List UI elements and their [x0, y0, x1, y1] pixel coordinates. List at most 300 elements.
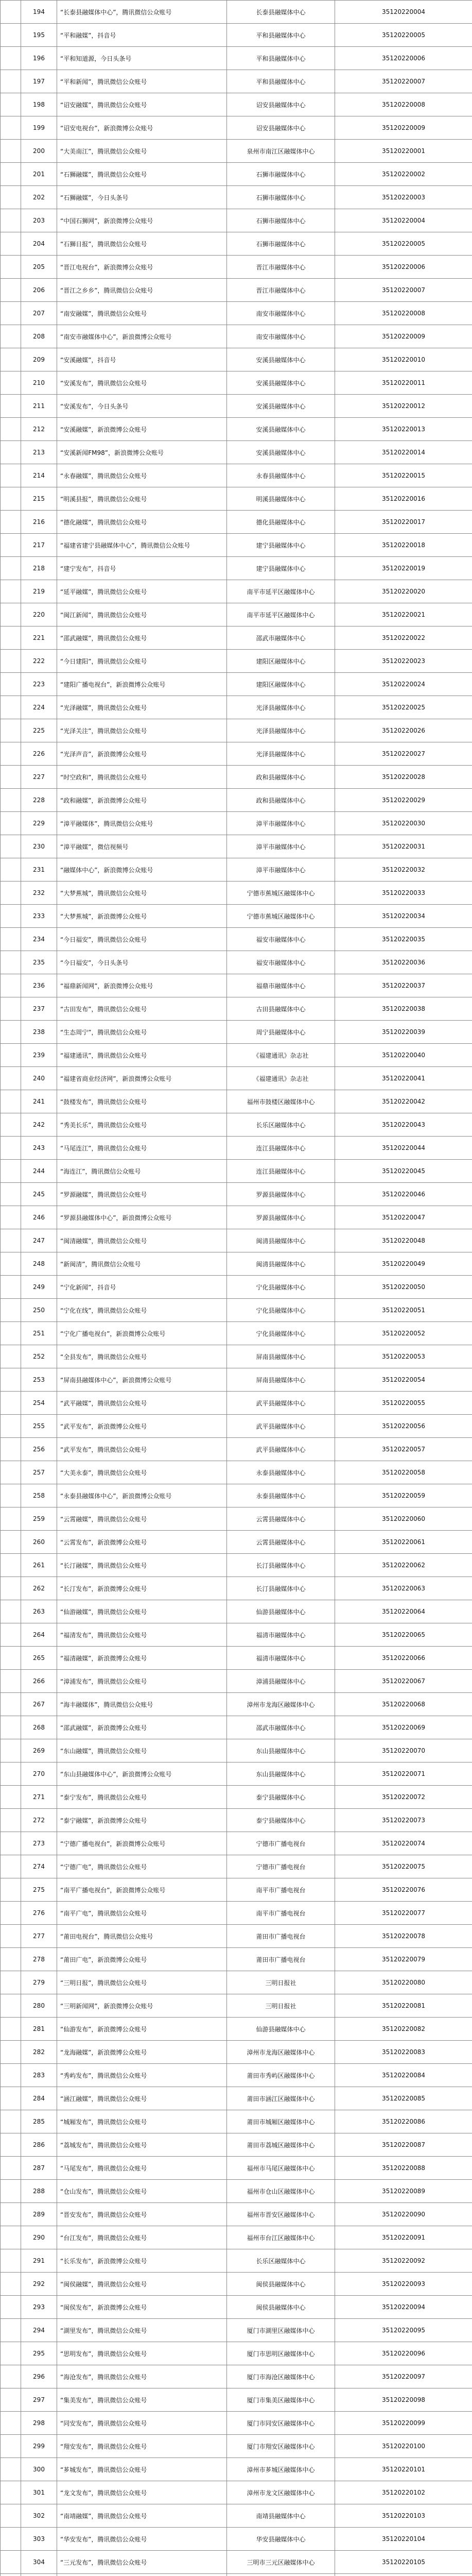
organization-name-cell: 仙游县融媒体中心: [227, 2018, 335, 2041]
registration-code-cell: 35120220105: [335, 2551, 472, 2574]
registration-code-cell: 35120220063: [335, 1577, 472, 1600]
registration-code-cell: 35120220096: [335, 2342, 472, 2365]
account-name-cell: “荔城发布”，腾讯微信公众账号: [57, 2133, 227, 2157]
organization-name-cell: 邵武市融媒体中心: [227, 1716, 335, 1739]
registration-code-cell: 35120220091: [335, 2226, 472, 2249]
organization-name-cell: 石狮市融媒体中心: [227, 163, 335, 186]
serial-number-cell: 216: [21, 511, 57, 534]
registration-code-cell: 35120220006: [335, 256, 472, 279]
organization-name-cell: 宁德市广播电视台: [227, 1832, 335, 1855]
organization-name-cell: 长汀县融媒体中心: [227, 1577, 335, 1600]
registration-code-cell: [335, 2574, 472, 2576]
row-margin-cell: [1, 1994, 21, 2018]
table-row: [1, 1531, 472, 1554]
row-margin-cell: [1, 2157, 21, 2180]
organization-name-cell: 屏南县融媒体中心: [227, 1368, 335, 1392]
registration-code-cell: 35120220050: [335, 1276, 472, 1299]
account-name-cell: “三元发布”，腾讯微信公众账号: [57, 2551, 227, 2574]
organization-name-cell: 南安市融媒体中心: [227, 302, 335, 325]
account-name-cell: “安溪融媒”，新浪微博公众账号: [57, 418, 227, 441]
row-margin-cell: [1, 441, 21, 464]
account-name-cell: “闽侯融媒”，腾讯微信公众账号: [57, 2273, 227, 2296]
registration-code-cell: 35120220052: [335, 1322, 472, 1345]
serial-number-cell: 223: [21, 673, 57, 696]
serial-number-cell: 286: [21, 2133, 57, 2157]
table-row: [1, 812, 472, 835]
row-margin-cell: [1, 511, 21, 534]
serial-number-cell: 260: [21, 1531, 57, 1554]
serial-number-cell: 247: [21, 1229, 57, 1252]
serial-number-cell: 207: [21, 302, 57, 325]
table-row: [1, 1438, 472, 1461]
organization-name-cell: 厦门市翔安区融媒体中心: [227, 2435, 335, 2458]
account-name-cell: “安溪发布”，今日头条号: [57, 395, 227, 418]
serial-number-cell: 301: [21, 2481, 57, 2504]
serial-number-cell: 288: [21, 2180, 57, 2203]
table-row: [1, 1206, 472, 1229]
organization-name-cell: 安溪县融媒体中心: [227, 418, 335, 441]
serial-number-cell: 298: [21, 2412, 57, 2435]
registration-code-cell: 35120220037: [335, 974, 472, 997]
serial-number-cell: 273: [21, 1832, 57, 1855]
organization-name-cell: 罗源县融媒体中心: [227, 1183, 335, 1206]
table-row: [1, 209, 472, 232]
table-row: [1, 1809, 472, 1832]
account-name-cell: “屏南县融媒体中心”，新浪微博公众账号: [57, 1368, 227, 1392]
organization-name-cell: 厦门市同安区融媒体中心: [227, 2412, 335, 2435]
organization-name-cell: 厦门市集美区融媒体中心: [227, 2388, 335, 2412]
serial-number-cell: 300: [21, 2458, 57, 2481]
row-margin-cell: [1, 70, 21, 93]
row-margin-cell: [1, 603, 21, 626]
registration-code-cell: 35120220036: [335, 951, 472, 974]
table-row: [1, 93, 472, 116]
registration-code-cell: 35120220033: [335, 882, 472, 905]
registration-code-cell: 35120220040: [335, 1044, 472, 1067]
account-name-cell: “宁德广电”，腾讯微信公众账号: [57, 1855, 227, 1878]
account-name-cell: “东山县融媒体中心”，新浪微博公众账号: [57, 1762, 227, 1786]
registration-code-cell: 35120220102: [335, 2481, 472, 2504]
organization-name-cell: 东山县融媒体中心: [227, 1762, 335, 1786]
table-row: [1, 511, 472, 534]
account-name-cell: “福建通讯”，腾讯微信公众账号: [57, 1044, 227, 1067]
organization-name-cell: 光泽县融媒体中心: [227, 742, 335, 766]
registration-code-cell: 35120220039: [335, 1021, 472, 1044]
table-row: [1, 1484, 472, 1507]
table-row: [1, 1368, 472, 1392]
serial-number-cell: 265: [21, 1647, 57, 1670]
serial-number-cell: 210: [21, 371, 57, 395]
account-name-cell: “龙海融媒”，新浪微博公众账号: [57, 2041, 227, 2064]
row-margin-cell: [1, 1090, 21, 1113]
registration-code-cell: 35120220044: [335, 1137, 472, 1160]
account-name-cell: “古田发布”，腾讯微信公众账号: [57, 997, 227, 1021]
organization-name-cell: 石狮市融媒体中心: [227, 186, 335, 209]
registration-code-cell: 35120220065: [335, 1623, 472, 1647]
row-margin-cell: [1, 1392, 21, 1415]
account-name-cell: “长汀发布”，新浪微博公众账号: [57, 1577, 227, 1600]
account-name-cell: “平和融媒”，抖音号: [57, 24, 227, 47]
row-margin-cell: [1, 1276, 21, 1299]
table-row: [1, 1948, 472, 1971]
serial-number-cell: 283: [21, 2064, 57, 2087]
organization-name-cell: 政和县融媒体中心: [227, 789, 335, 812]
serial-number-cell: 254: [21, 1392, 57, 1415]
organization-name-cell: 福州市台江区融媒体中心: [227, 2226, 335, 2249]
serial-number-cell: 275: [21, 1878, 57, 1902]
row-margin-cell: [1, 1183, 21, 1206]
row-margin-cell: [1, 1670, 21, 1693]
serial-number-cell: 279: [21, 1971, 57, 1994]
account-name-cell: “仙游融媒”，腾讯微信公众账号: [57, 1600, 227, 1623]
registration-code-cell: 35120220015: [335, 464, 472, 487]
organization-name-cell: 德化县融媒体中心: [227, 511, 335, 534]
registration-code-cell: 35120220007: [335, 279, 472, 302]
organization-name-cell: 云霄县融媒体中心: [227, 1507, 335, 1531]
account-name-cell: “湖里发布”，腾讯微信公众账号: [57, 2319, 227, 2342]
registration-code-cell: 35120220018: [335, 534, 472, 557]
serial-number-cell: 196: [21, 47, 57, 70]
account-name-cell: “安溪融媒”，抖音号: [57, 348, 227, 371]
registry-table-body: [1, 1, 472, 2576]
account-name-cell: “福建省建宁县融媒体中心”，腾讯微信公众账号: [57, 534, 227, 557]
table-row: [1, 2296, 472, 2319]
account-name-cell: “秀屿发布”，腾讯微信公众账号: [57, 2064, 227, 2087]
registration-code-cell: 35120220078: [335, 1925, 472, 1948]
serial-number-cell: 292: [21, 2273, 57, 2296]
serial-number-cell: 257: [21, 1461, 57, 1484]
table-row: [1, 1183, 472, 1206]
organization-name-cell: 连江县融媒体中心: [227, 1137, 335, 1160]
row-margin-cell: [1, 1971, 21, 1994]
account-name-cell: [57, 2574, 227, 2576]
registration-code-cell: 35120220001: [335, 140, 472, 163]
account-name-cell: “泰宁融媒”，新浪微博公众账号: [57, 1809, 227, 1832]
registration-code-cell: 35120220042: [335, 1090, 472, 1113]
organization-name-cell: 闽侯县融媒体中心: [227, 2296, 335, 2319]
registration-code-cell: 35120220088: [335, 2157, 472, 2180]
registration-code-cell: 35120220077: [335, 1902, 472, 1925]
organization-name-cell: 福州市仓山区融媒体中心: [227, 2180, 335, 2203]
account-name-cell: “光泽声音”，新浪微博公众账号: [57, 742, 227, 766]
registration-code-cell: 35120220004: [335, 209, 472, 232]
account-name-cell: “海丰融媒体”，腾讯微信公众账号: [57, 1693, 227, 1716]
account-name-cell: “仓山发布”，腾讯微信公众账号: [57, 2180, 227, 2203]
table-row: [1, 580, 472, 603]
account-name-cell: “今日福安”，今日头条号: [57, 951, 227, 974]
registration-code-cell: 35120220005: [335, 24, 472, 47]
registration-code-cell: 35120220013: [335, 418, 472, 441]
registration-code-cell: 35120220103: [335, 2504, 472, 2528]
registration-code-cell: 35120220060: [335, 1507, 472, 1531]
organization-name-cell: 建宁县融媒体中心: [227, 557, 335, 580]
row-margin-cell: [1, 1647, 21, 1670]
account-name-cell: “漳平融媒”，微信视频号: [57, 835, 227, 858]
row-margin-cell: [1, 1855, 21, 1878]
registration-code-cell: 35120220083: [335, 2041, 472, 2064]
registration-code-cell: 35120220080: [335, 1971, 472, 1994]
account-name-cell: “石狮日报”，腾讯微信公众账号: [57, 232, 227, 256]
row-margin-cell: [1, 2528, 21, 2551]
serial-number-cell: 194: [21, 1, 57, 24]
serial-number-cell: 201: [21, 163, 57, 186]
row-margin-cell: [1, 974, 21, 997]
account-name-cell: “三明日报”，腾讯微信公众账号: [57, 1971, 227, 1994]
row-margin-cell: [1, 534, 21, 557]
row-margin-cell: [1, 1832, 21, 1855]
row-margin-cell: [1, 719, 21, 742]
organization-name-cell: 石狮市融媒体中心: [227, 209, 335, 232]
table-row: [1, 1693, 472, 1716]
row-margin-cell: [1, 371, 21, 395]
table-row: [1, 1113, 472, 1137]
serial-number-cell: 294: [21, 2319, 57, 2342]
organization-name-cell: 永泰县融媒体中心: [227, 1461, 335, 1484]
registration-code-cell: 35120220085: [335, 2087, 472, 2110]
organization-name-cell: 建阳区融媒体中心: [227, 650, 335, 673]
table-row: [1, 1716, 472, 1739]
registration-code-cell: 35120220032: [335, 858, 472, 882]
serial-number-cell: 289: [21, 2203, 57, 2226]
row-margin-cell: [1, 1809, 21, 1832]
table-row: [1, 232, 472, 256]
organization-name-cell: 光泽县融媒体中心: [227, 719, 335, 742]
serial-number-cell: 231: [21, 858, 57, 882]
account-name-cell: “华安发布”，腾讯微信公众账号: [57, 2528, 227, 2551]
table-row: [1, 2458, 472, 2481]
serial-number-cell: 230: [21, 835, 57, 858]
row-margin-cell: [1, 742, 21, 766]
organization-name-cell: 南靖县融媒体中心: [227, 2504, 335, 2528]
row-margin-cell: [1, 1577, 21, 1600]
table-row: [1, 24, 472, 47]
registration-code-cell: 35120220002: [335, 163, 472, 186]
account-name-cell: “集美发布”，腾讯微信公众账号: [57, 2388, 227, 2412]
table-row: [1, 719, 472, 742]
organization-name-cell: 漳州市龙海区融媒体中心: [227, 1693, 335, 1716]
row-margin-cell: [1, 209, 21, 232]
account-name-cell: “福清融媒”，新浪微博公众账号: [57, 1647, 227, 1670]
registration-code-cell: 35120220048: [335, 1229, 472, 1252]
table-row: [1, 789, 472, 812]
account-name-cell: “武平融媒”，腾讯微信公众账号: [57, 1392, 227, 1415]
organization-name-cell: 福清市融媒体中心: [227, 1647, 335, 1670]
account-name-cell: “武平发布”，腾讯微信公众账号: [57, 1438, 227, 1461]
serial-number-cell: 267: [21, 1693, 57, 1716]
row-margin-cell: [1, 2041, 21, 2064]
organization-name-cell: 莆田市涵江区融媒体中心: [227, 2087, 335, 2110]
registration-code-cell: 35120220047: [335, 1206, 472, 1229]
registration-code-cell: 35120220005: [335, 232, 472, 256]
account-name-cell: “三明新闻网”，新浪微博公众账号: [57, 1994, 227, 2018]
account-name-cell: “福建省商业经济网”，新浪微博公众账号: [57, 1067, 227, 1090]
table-row: [1, 858, 472, 882]
row-margin-cell: [1, 163, 21, 186]
account-name-cell: “漳平融媒体”，腾讯微信公众账号: [57, 812, 227, 835]
registration-code-cell: 35120220090: [335, 2203, 472, 2226]
table-row: [1, 974, 472, 997]
account-name-cell: “罗源融媒”，腾讯微信公众账号: [57, 1183, 227, 1206]
table-row: [1, 1762, 472, 1786]
row-margin-cell: [1, 626, 21, 650]
table-row: [1, 1, 472, 24]
organization-name-cell: 平和县融媒体中心: [227, 70, 335, 93]
serial-number-cell: 252: [21, 1345, 57, 1368]
account-name-cell: “涵江融媒”，腾讯微信公众账号: [57, 2087, 227, 2110]
account-name-cell: “海沧发布”，腾讯微信公众账号: [57, 2365, 227, 2388]
row-margin-cell: [1, 1415, 21, 1438]
account-name-cell: “今日建阳”，腾讯微信公众账号: [57, 650, 227, 673]
serial-number-cell: 304: [21, 2551, 57, 2574]
organization-name-cell: 泉州市南江区融媒体中心: [227, 140, 335, 163]
organization-name-cell: 厦门市思明区融媒体中心: [227, 2342, 335, 2365]
account-name-cell: “东山融媒”，腾讯微信公众账号: [57, 1739, 227, 1762]
account-name-cell: “德化融媒”，腾讯微信公众账号: [57, 511, 227, 534]
row-margin-cell: [1, 951, 21, 974]
registration-code-cell: 35120220079: [335, 1948, 472, 1971]
account-name-cell: “南安市融媒体中心”，新浪微博公众账号: [57, 325, 227, 348]
serial-number-cell: 198: [21, 93, 57, 116]
registration-code-cell: 35120220008: [335, 93, 472, 116]
account-name-cell: “云霄融媒”，腾讯微信公众账号: [57, 1507, 227, 1531]
account-name-cell: “建宁发布”，抖音号: [57, 557, 227, 580]
table-row: [1, 2574, 472, 2576]
account-name-cell: “武平发布”，新浪微博公众账号: [57, 1415, 227, 1438]
table-row: [1, 2064, 472, 2087]
table-row: [1, 997, 472, 1021]
organization-name-cell: 福清市融媒体中心: [227, 1623, 335, 1647]
row-margin-cell: [1, 2388, 21, 2412]
table-row: [1, 835, 472, 858]
registration-code-cell: 35120220093: [335, 2273, 472, 2296]
registration-code-cell: 35120220051: [335, 1299, 472, 1322]
serial-number-cell: 262: [21, 1577, 57, 1600]
row-margin-cell: [1, 835, 21, 858]
registration-code-cell: 35120220020: [335, 580, 472, 603]
registration-code-cell: 35120220031: [335, 835, 472, 858]
registration-code-cell: 35120220071: [335, 1762, 472, 1786]
table-row: [1, 603, 472, 626]
row-margin-cell: [1, 2110, 21, 2133]
registration-code-cell: 35120220057: [335, 1438, 472, 1461]
row-margin-cell: [1, 1484, 21, 1507]
organization-name-cell: 福州市晋安区融媒体中心: [227, 2203, 335, 2226]
table-row: [1, 2018, 472, 2041]
serial-number-cell: 236: [21, 974, 57, 997]
registration-code-cell: 35120220035: [335, 928, 472, 951]
account-name-cell: “宁德广播电视台”，新浪微博公众账号: [57, 1832, 227, 1855]
table-row: [1, 116, 472, 140]
organization-name-cell: 南平市延平区融媒体中心: [227, 580, 335, 603]
registration-code-cell: 35120220034: [335, 905, 472, 928]
table-row: [1, 1647, 472, 1670]
registration-code-cell: 35120220081: [335, 1994, 472, 2018]
serial-number-cell: 263: [21, 1600, 57, 1623]
organization-name-cell: 诏安县融媒体中心: [227, 93, 335, 116]
row-margin-cell: [1, 1322, 21, 1345]
organization-name-cell: 《福建通讯》杂志社: [227, 1067, 335, 1090]
serial-number-cell: 241: [21, 1090, 57, 1113]
row-margin-cell: [1, 1554, 21, 1577]
registration-code-cell: 35120220055: [335, 1392, 472, 1415]
registration-code-cell: 35120220003: [335, 186, 472, 209]
account-name-cell: “南平广电”，腾讯微信公众账号: [57, 1902, 227, 1925]
organization-name-cell: 连江县融媒体中心: [227, 1160, 335, 1183]
serial-number-cell: 299: [21, 2435, 57, 2458]
serial-number-cell: 270: [21, 1762, 57, 1786]
account-name-cell: “翔安发布”，腾讯微信公众账号: [57, 2435, 227, 2458]
registration-code-cell: 35120220009: [335, 116, 472, 140]
row-margin-cell: [1, 1948, 21, 1971]
table-row: [1, 1507, 472, 1531]
registration-code-cell: 35120220095: [335, 2319, 472, 2342]
account-name-cell: “诏安电视台”，新浪微博公众账号: [57, 116, 227, 140]
organization-name-cell: 政和县融媒体中心: [227, 766, 335, 789]
organization-name-cell: 明溪县融媒体中心: [227, 487, 335, 511]
registration-code-cell: 35120220049: [335, 1252, 472, 1276]
table-row: [1, 163, 472, 186]
table-row: [1, 1832, 472, 1855]
account-name-cell: “闽清融媒”，腾讯微信公众账号: [57, 1229, 227, 1252]
organization-name-cell: 安溪县融媒体中心: [227, 348, 335, 371]
account-name-cell: “宁化在线”，腾讯微信公众账号: [57, 1299, 227, 1322]
organization-name-cell: 漳平市融媒体中心: [227, 812, 335, 835]
organization-name-cell: 福安市融媒体中心: [227, 951, 335, 974]
table-row: [1, 1554, 472, 1577]
serial-number-cell: 224: [21, 696, 57, 719]
organization-name-cell: 邵武市融媒体中心: [227, 626, 335, 650]
table-row: [1, 371, 472, 395]
serial-number-cell: 297: [21, 2388, 57, 2412]
registration-code-cell: 35120220021: [335, 603, 472, 626]
serial-number-cell: 199: [21, 116, 57, 140]
account-name-cell: “云霄发布”，新浪微博公众账号: [57, 1531, 227, 1554]
serial-number-cell: 269: [21, 1739, 57, 1762]
row-margin-cell: [1, 580, 21, 603]
serial-number-cell: 226: [21, 742, 57, 766]
serial-number-cell: 238: [21, 1021, 57, 1044]
serial-number-cell: 222: [21, 650, 57, 673]
serial-number-cell: 272: [21, 1809, 57, 1832]
account-name-cell: “海连江”，腾讯微信公众账号: [57, 1160, 227, 1183]
organization-name-cell: 泰宁县融媒体中心: [227, 1786, 335, 1809]
row-margin-cell: [1, 2365, 21, 2388]
row-margin-cell: [1, 1044, 21, 1067]
registration-code-cell: 35120220027: [335, 742, 472, 766]
row-margin-cell: [1, 279, 21, 302]
row-margin-cell: [1, 905, 21, 928]
serial-number-cell: 271: [21, 1786, 57, 1809]
account-name-cell: “平和知道源，今日头条号: [57, 47, 227, 70]
row-margin-cell: [1, 789, 21, 812]
table-row: [1, 487, 472, 511]
table-row: [1, 441, 472, 464]
organization-name-cell: 古田县融媒体中心: [227, 997, 335, 1021]
organization-name-cell: 仙游县融媒体中心: [227, 1600, 335, 1623]
row-margin-cell: [1, 2133, 21, 2157]
row-margin-cell: [1, 2435, 21, 2458]
account-name-cell: “诏安融媒”，腾讯微信公众账号: [57, 93, 227, 116]
serial-number-cell: 250: [21, 1299, 57, 1322]
row-margin-cell: [1, 557, 21, 580]
organization-name-cell: 长乐区融媒体中心: [227, 1113, 335, 1137]
account-name-cell: “南平广播电视台”，新浪微博公众账号: [57, 1878, 227, 1902]
serial-number-cell: 242: [21, 1113, 57, 1137]
registration-code-cell: 35120220008: [335, 302, 472, 325]
account-name-cell: “明溪县报”，腾讯微信公众账号: [57, 487, 227, 511]
account-name-cell: “台江发布”，腾讯微信公众账号: [57, 2226, 227, 2249]
organization-name-cell: 长汀县融媒体中心: [227, 1554, 335, 1577]
